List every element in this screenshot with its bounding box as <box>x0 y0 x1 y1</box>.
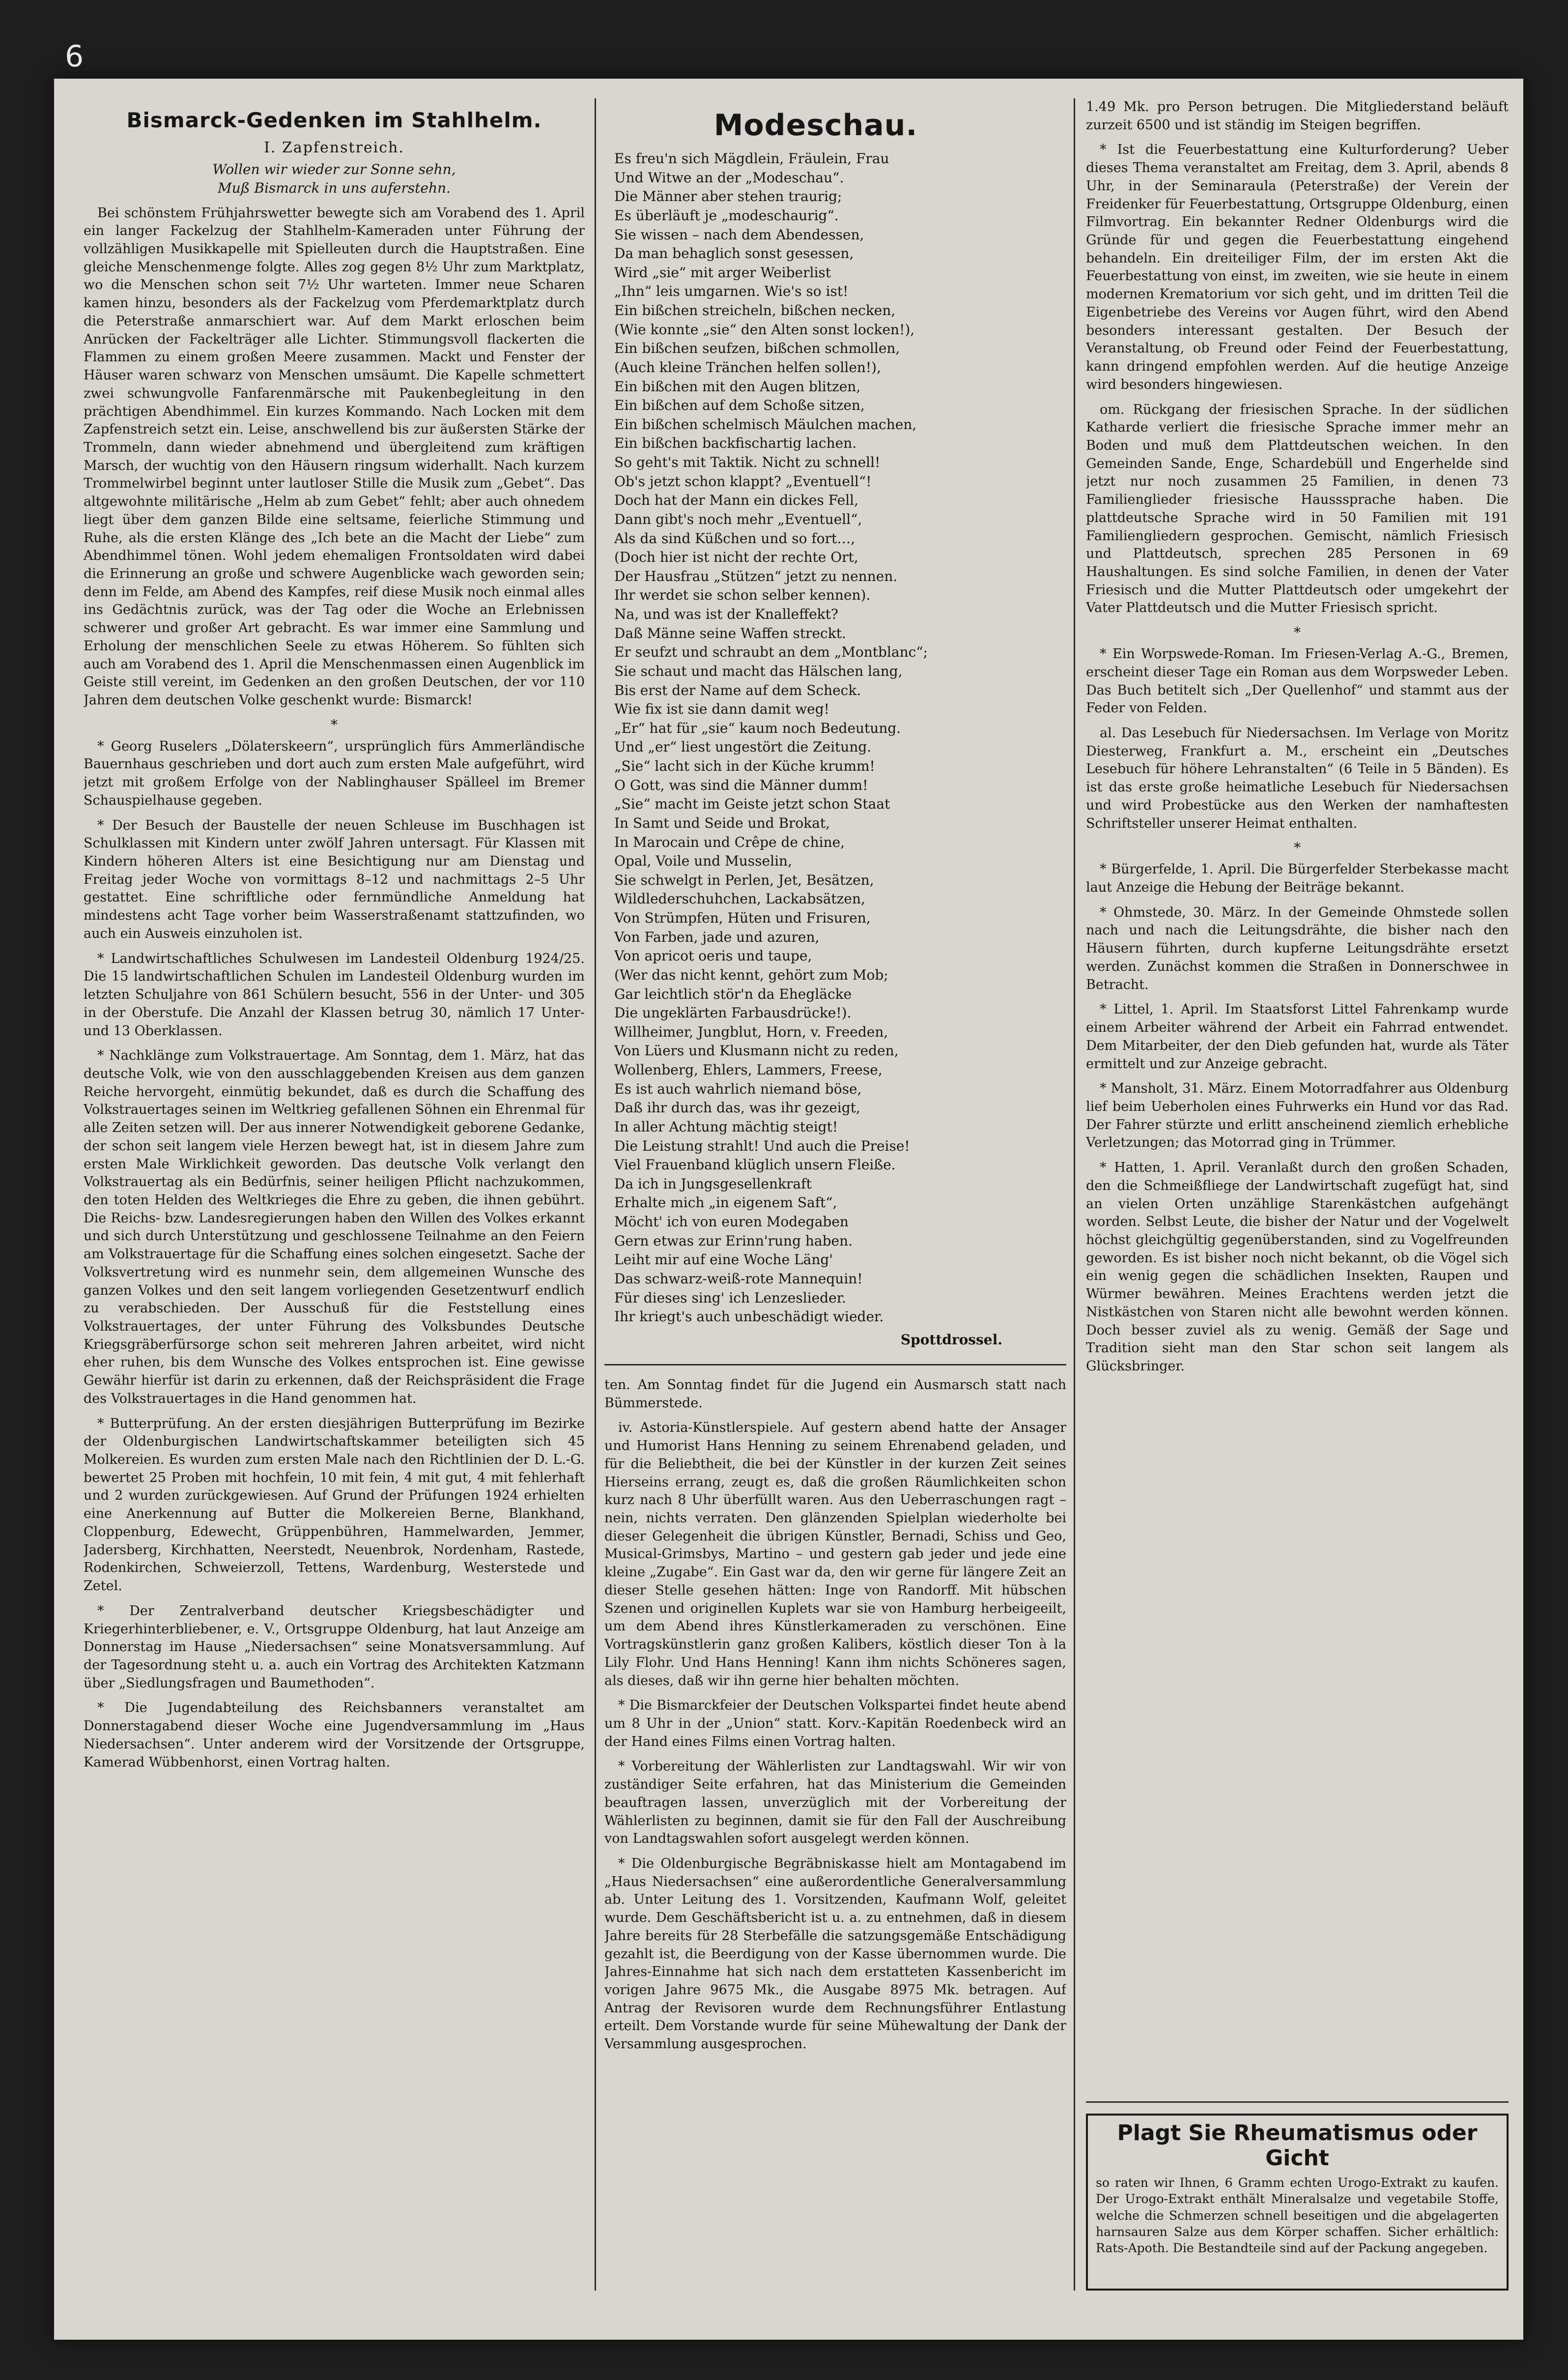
column-rule <box>595 98 596 2291</box>
column-2-poem <box>614 98 1017 1362</box>
news-item: al. Das Lesebuch für Niedersachsen. Im Verlage von Moritz Diesterweg, Frankfurt a. M., erscheint ein „Deutsches Lesebuch für höhere Lehranstalten“ (6 Teile in 5 Bänden). Es ist das erste große heimatliche Lesebuch für Niedersachsen und wird Probestücke aus den Werken der namhaftesten Schriftsteller unserer Heimat enthalten. <box>1086 726 1509 831</box>
news-item: * Ein Worpswede-Roman. Im Friesen-Verlag A.-G., Bremen, erscheint dieser Tage ein Roman aus dem Worpsweder Leben. Das Buch betitelt sich „Der Quellenhof“ und stammt aus der Feder von Felden. <box>1086 646 1509 716</box>
news-item: * Nachklänge zum Volkstrauertage. Am Sonntag, dem 1. März, hat das deutsche Volk, wie von den ausschlaggebenden Kreisen aus dem ganzen Reiche hervorgeht, einmütig bekundet, daß es durch die Schaffung des Volkstrauertages seinen im Weltkrieg gefallenen Söhnen ein Ehrenmal für alle Zeiten setzen will. Der aus innerer Notwendigkeit geborene Gedanke, der schon seit langem viele Herzen bewegt hat, ist in diesem Jahre zum ersten Male Wirklichkeit geworden. Das deutsche Volk verlangt den Volkstrauertag als ein Bedürfnis, seiner heiligen Pflicht nachzukommen, den toten Helden des Weltkrieges die Ehre zu geben, die ihnen gebührt. Die Reichs- bzw. Landesregierungen haben den Willen des Volkes erkannt und sich durch Unterstützung und geschlossene Teilnahme an den Feiern am Volkstrauertage für die Schaffung eines solchen eingesetzt. Sache der Volksvertretung wird es nunmehr sein, dem allgemeinen Wunsche des ganzen Volkes und den seit langem vorliegenden Gesetzentwurf endlich zu verabschieden. Der Ausschuß für die Feststellung eines Volkstrauertages, der unter Führung des Volksbundes Deutsche Kriegsgräberfürsorge schon seit mehreren Jahren arbeitet, wird nicht eher ruhen, bis dem Wunsche des Volkes entsprochen ist. Eine gewisse Gewähr hierfür ist darin zu erkennen, daß der Reichspräsident die Frage des Volkstrauertages in die Hand genommen hat. <box>84 1048 585 1406</box>
article-title: Bismarck-Gedenken im Stahlhelm. <box>126 108 542 132</box>
news-item: * Ist die Feuerbestattung eine Kulturforderung? Ueber dieses Thema veranstaltet am Freitag, dem 3. April, abends 8 Uhr, in der Seminaraula (Peterstraße) der Verein der Freidenker für Feuerbestattung, Ortsgruppe Oldenburg, einen Filmvortrag. Ein bekannter Redner Oldenburgs wird die Gründe für und gegen die Feuerbestattung eingehend behandeln. Ein dreiteiliger Film, der im ersten Akt die Feuerbestattung von einst, im zweiten, wie sie heute in einem modernen Krematorium vor sich geht, und im dritten Teil die Eigenbetriebe des Vereins vor Augen führt, wird den Abend besonders interessant gestalten. Der Besuch der Veranstaltung, ob Freund oder Feind der Feuerbestattung, kann dringend empfohlen werden. Auf die heutige Anzeige wird besonders hingewiesen. <box>1086 142 1509 392</box>
news-item: * Die Bismarckfeier der Deutschen Volkspartei findet heute abend um 8 Uhr in der „Union“ statt. Korv.-Kapitän Roedenbeck wird an der Hand eines Films einen Vortrag halten. <box>604 1698 1066 1749</box>
ad-headline: Plagt Sie Rheumatismus oder Gicht <box>1117 2120 1478 2171</box>
separator-asterisk: * <box>331 716 338 733</box>
poem-text: Es freu'n sich Mägdlein, Fräulein, Frau Und Witwe an der „Modeschau“. Die Männer aber stehen traurig; Es überläuft je „modeschaurig“. Sie wissen – nach dem Abendessen, Da man behaglich sonst gesessen, Wird „sie“ mit arger Weiberlist „Ihn“ leis umgarnen. Wie's so ist! Ein bißchen streicheln, bißchen necken, (Wie konnte „sie“ den Alten sonst locken!), Ein bißchen seufzen, bißchen schmollen, (Auch kleine Tränchen helfen sollen!), Ein bißchen mit den Augen blitzen, Ein bißchen auf dem Schoße sitzen, Ein bißchen schelmisch Mäulchen machen, Ein bißchen backfischartig lachen. So geht's mit Taktik. Nicht zu schnell! Ob's jetzt schon klappt? „Eventuell“! Doch hat der Mann ein dickes Fell, Dann gibt's noch mehr „Eventuell“, Als da sind Küßchen und so fort…, (Doch hier ist nicht der rechte Ort, Der Hausfrau „Stützen“ jetzt zu nennen. Ihr werdet sie schon selber kennen). Na, und was ist der Knalleffekt? Daß Männe seine Waffen streckt. Er seufzt und schraubt an dem „Montblanc“; Sie schaut und macht das Hälschen lang, Bis erst der Name auf dem Scheck. Wie fix ist sie dann damit weg! „Er“ hat für „sie“ kaum noch Bedeutung. Und „er“ liest ungestört die Zeitung. „Sie“ lacht sich in der Küche krumm! O Gott, was sind die Männer dumm! „Sie“ macht im Geiste jetzt schon Staat In Samt und Seide und Brokat, In Marocain und Crêpe de chine, Opal, Voile und Musselin, Sie schwelgt in Perlen, Jet, Besätzen, Wildlederschuhchen, Lackabsätzen, Von Strümpfen, Hüten und Frisuren, Von Farben, jade und azuren, Von apricot oeris und taupe, (Wer das nicht kennt, gehört zum Mob; Gar leichtlich stör'n da Ehegläcke Die ungeklärten Farbausdrücke!). Willheimer, Jungblut, Horn, v. Freeden, Von Lüers und Klusmann nicht zu reden, Wollenberg, Ehlers, Lammers, Freese, Es ist auch wahrlich niemand böse, Daß ihr durch das, was ihr gezeigt, In aller Achtung mächtig steigt! Die Leistung strahlt! Und auch die Preise! Viel Frauenband klüglich unsern Fleiße. Da ich in Jungsgesellenkraft Erhalte mich „in eigenem Saft“, Möcht' ich von euren Modegaben Gern etwas zur Erinn'rung haben. Leiht mir auf eine Woche Läng' Das schwarz-weiß-rote Mannequin! Für dieses sing' ich Lenzeslieder. Ihr kriegt's auch unbeschädigt wieder. <box>614 150 928 1325</box>
news-item: * Landwirtschaftliches Schulwesen im Landesteil Oldenburg 1924/25. Die 15 landwirtschaftlichen Schulen im Landesteil Oldenburg wurden im letzten Schuljahre von 861 Schülern besucht, 556 in der Unter- und 305 in der Oberstufe. Die Anzahl der Klassen betrug 30, nämlich 17 Unter- und 13 Oberklassen. <box>84 951 585 1039</box>
news-item: * Der Zentralverband deutscher Kriegsbeschädigter und Kriegerhinterbliebener, e. V., Ortsgruppe Oldenburg, hat laut Anzeige am Donnerstag im Hause „Niedersachsen“ seine Monatsversammlung. Auf der Tagesordnung steht u. a. auch ein Vortrag des Architekten Katzmann über „Siedlungsfragen und Baumethoden“. <box>84 1603 585 1691</box>
news-item: * Mansholt, 31. März. Einem Motorradfahrer aus Oldenburg lief beim Ueberholen eines Fuhrwerks ein Hund vor das Rad. Der Fahrer stürzte und erlitt anscheinend ziemlich erhebliche Verletzungen; das Motorrad ging in Trümmer. <box>1086 1081 1509 1151</box>
column-rule <box>1074 98 1075 2291</box>
column-2-news <box>604 1376 1066 2291</box>
motto: Wollen wir wieder zur Sonne sehn, Muß Bismarck in uns auferstehn. <box>212 161 456 196</box>
news-item: * Littel, 1. April. Im Staatsforst Littel Fahrenkamp wurde einem Arbeiter während der Arbeit ein Fahrrad entwendet. Dem Mitarbeiter, der den Dieb gefunden hat, wurde als Täter ermittelt und zur Anzeige gebracht. <box>1086 1002 1509 1072</box>
news-item: * Der Besuch der Baustelle der neuen Schleuse im Buschhagen ist Schulklassen mit Kindern unter zwölf Jahren untersagt. Für Klassen mit Kindern höheren Alters ist eine Besichtigung nur am Dienstag und Freitag jeder Woche von vormittags 8–12 und nachmittags 2–5 Uhr gestattet. Eine schriftliche oder fernmündliche Anmeldung hat mindestens acht Tage vorher beim Wasserstraßenamt stattzufinden, wo auch ein Ausweis einzuholen ist. <box>84 817 585 941</box>
news-item: * Butterprüfung. An der ersten diesjährigen Butterprüfung im Bezirke der Oldenburgischen Landwirtschaftskammer beteiligten sich 45 Molkereien. Es wurden zum ersten Male nach den Richtlinien der D. L.-G. bewertet 25 Proben mit hochfein, 10 mit fein, 4 mit gut, 4 mit fehlerhaft und 2 wurden zurückgewiesen. Auf Grund der Prüfungen 1924 erhielten eine Anerkennung auf Butter die Molkereien Berne, Blankhand, Cloppenburg, Edewecht, Grüppenbühren, Hammelwarden, Jemmer, Jadersberg, Kirchhatten, Neerstedt, Neuenbrok, Nordenham, Rastede, Rodenkirchen, Schweierzoll, Tettens, Wardenburg, Westerstede und Zetel. <box>84 1416 585 1594</box>
news-item: ten. Am Sonntag findet für die Jugend ein Ausmarsch statt nach Bümmerstede. <box>604 1377 1066 1411</box>
page-number: 6 <box>65 39 84 74</box>
column-3 <box>1086 98 1509 2094</box>
news-item: iv. Astoria-Künstlerspiele. Auf gestern abend hatte der Ansager und Humorist Hans Henning zu seinem Ehrenabend geladen, und für die Beliebtheit, die bei der Künstler in der kurzen Zeit seines Hierseins errang, zeugt es, daß die großen Räumlichkeiten schon kurz nach 8 Uhr überfüllt waren. Aus den Ueberraschungen ragt – nein, nichts verraten. Den glänzenden Spielplan wiederholte bei dieser Gelegenheit die übrigen Künstler, Bernadi, Schiss und Geo, Musical-Grimsbys, Martino – und gestern gab jeder und jede eine kleine „Zugabe“. Ein Gast war da, den wir gerne für längere Zeit an dieser Stelle gesehen hätten: Inge von Randorff. Mit hübschen Szenen und originellen Kuplets war sie von Hamburg herbeigeeilt, um dem Abend ihres Künstlerkameraden zu verschönen. Eine Vortragskünstlerin ganz großen Kalibers, köstlich dieser Ton à la Lily Flohr. Und Hans Henning! Kann ihm nichts Schöneres sagen, als dieses, daß wir ihn gerne hier behalten möchten. <box>604 1420 1066 1688</box>
news-item: * Ohmstede, 30. März. In der Gemeinde Ohmstede sollen nach und nach die Leitungsdrähte, die bisher nach den Häusern führten, durch kupferne Leitungsdrähte ersetzt werden. Zunächst kommen die Straßen in Donnerschwee in Betracht. <box>1086 904 1509 992</box>
news-item: * Die Jugendabteilung des Reichsbanners veranstaltet am Donnerstagabend dieser Woche eine Jugendversammlung im „Haus Niedersachsen“. Unter anderem wird der Vorsitzende der Ortsgruppe, Kamerad Wübbenhorst, einen Vortrag halten. <box>84 1700 585 1770</box>
ad-body: so raten wir Ihnen, 6 Gramm echten Urogo-Extrakt zu kaufen. Der Urogo-Extrakt enthält Mineralsalze und vegetabile Stoffe, welche die Schmerzen schnell beseitigen und die abgelagerten harnsauren Salze aus dem Körper schaffen. Sicher erhältlich: Rats-Apoth. Die Bestandteile sind auf der Packung angegeben. <box>1096 2176 1499 2255</box>
poem-signature: Spottdrossel. <box>900 1331 1002 1348</box>
article-paragraph: Bei schönstem Frühjahrswetter bewegte sich am Vorabend des 1. April ein langer Fackelzug der Stahlhelm-Kameraden unter Führung der vollzähligen Musikkapelle mit Spielleuten durch die Hauptstraßen. Eine gleiche Menschenmenge folgte. Alles zog gegen 8½ Uhr zum Marktplatz, wo die Menschen schon seit 7½ Uhr warteten. Immer neue Scharen kamen hinzu, besonders als der Fackelzug vom Pferdemarktplatz durch die Peterstraße anmarschiert war. Auf dem Markt erloschen beim Anrücken der Fackelträger alle Lichter. Stimmungsvoll flackerten die Flammen zu einem großen Meere zusammen. Mackt und Fenster der Häuser waren schwarz von Menschen umsäumt. Die Kapelle schmettert zwei schwungvolle Fanfarenmärsche mit Paukenbegleitung in den prächtigen Abendhimmel. Ein kurzes Kommando. Nach Locken mit dem Zapfenstreich setzt ein. Leise, anschwellend bis zur äußersten Stärke der Trommeln, dann wieder abnehmend und übergleitend zum kräftigen Marsch, der wuchtig von den Häusern ringsum widerhallt. Nach kurzem Trommelwirbel beginnt unter lautloser Stille die Musik zum „Gebet“. Das altgewohnte militärische „Helm ab zum Gebet“ fehlt; aber auch ohnedem liegt über dem ganzen Bilde eine seltsame, feierliche Stimmung und Ruhe, als die ersten Klänge des „Ich bete an die Macht der Liebe“ zum Abendhimmel tönen. Wohl jedem ehemaligen Frontsoldaten wird dabei die Erinnerung an große und schwere Augenblicke wach geworden sein; denn im Felde, am Abend des Kampfes, reif diese Musik noch einmal alles ins Gedächtnis zurück, was der Tag oder die Woche an Erlebnissen schwerer und großer Art gebracht. Es war immer eine Sammlung und Erholung der menschlichen Seele zu etwas Höherem. So fühlten sich auch am Vorabend des 1. April die Menschenmassen einen Augenblick im Geiste still vereint, im Gedenken an den großen Deutschen, der vor 110 Jahren dem deutschen Volke geschenkt wurde: Bismarck! <box>84 205 585 708</box>
news-item: * Die Oldenburgische Begräbniskasse hielt am Montagabend im „Haus Niedersachsen“ eine außerordentliche Generalversammlung ab. Unter Leitung des 1. Vorsitzenden, Kaufmann Wolf, geleitet wurde. Dem Geschäftsbericht ist u. a. zu entnehmen, daß in diesem Jahre bereits für 28 Sterbefälle die satzungsgemäße Entschädigung gezahlt ist, die Beerdigung von der Kasse übernommen wurde. Die Jahres-Einnahme hat sich nach dem erstatteten Kassenbericht im vorigen Jahre 9675 Mk., die Ausgabe 8975 Mk. betragen. Auf Antrag der Revisoren wurde dem Rechnungsführer Entlastung erteilt. Dem Vorstande wurde für seine Mühewaltung der Dank der Versammlung ausgesprochen. <box>604 1856 1066 2052</box>
section-rule <box>1086 2101 1509 2103</box>
article-subtitle: I. Zapfenstreich. <box>264 139 404 156</box>
separator-asterisk: * <box>1294 840 1301 856</box>
news-item: * Hatten, 1. April. Veranlaßt durch den großen Schaden, den die Schmeißfliege der Landwirtschaft zugefügt hat, sind an vielen Orten unzählige Starenkästchen aufgehängt worden. Selbst Leute, die bisher der Natur und der Vogelwelt höchst gleichgültig gegenüberstanden, sind zu Vogelfreunden geworden. Es ist bisher noch nicht bekannt, ob die Vögel sich ein wenig gegen die schädlichen Insekten, Raupen und Würmer bewähren. Meines Erachtens werden jetzt die Nistkästchen von Staren nicht alle bewohnt werden können. Doch besser zuviel als zu wenig. Gemäß der Sage und Tradition sieht man den Star schon seit langem als Glücksbringer. <box>1086 1160 1509 1374</box>
separator-asterisk: * <box>1294 624 1301 641</box>
news-item: * Bürgerfelde, 1. April. Die Bürgerfelder Sterbekasse macht laut Anzeige die Hebung der Beiträge bekannt. <box>1086 862 1509 896</box>
column-1 <box>84 98 585 2291</box>
poem-title: Modeschau. <box>713 108 918 143</box>
news-item: 1.49 Mk. pro Person betrugen. Die Mitgliederstand beläuft zurzeit 6500 und ist ständig im Steigen begriffen. <box>1086 99 1509 133</box>
section-rule <box>604 1364 1066 1365</box>
news-item: * Vorbereitung der Wählerlisten zur Landtagswahl. Wir wir von zuständiger Seite erfahren, hat das Ministerium die Gemeinden beauftragen lassen, unverzüglich mit der Vorbereitung der Wählerlisten zu beginnen, damit sie für den Fall der Auschreibung von Landtagswahlen sofort ausgelegt werden können. <box>604 1759 1066 1847</box>
news-item: * Georg Ruselers „Dölaterskeern“, ursprünglich fürs Ammerländische Bauernhaus geschrieben und dort auch zum ersten Male aufgeführt, wird jetzt mit großem Erfolge von der Nablinghauser Spälleel im Bremer Schauspielhause gegeben. <box>84 738 585 808</box>
newspaper-page <box>54 39 1523 2340</box>
news-item: om. Rückgang der friesischen Sprache. In der südlichen Katharde verliert die friesische Sprache immer mehr an Boden und muß dem Plattdeutschen weichen. In den Gemeinden Sande, Enge, Schardebüll und Engerhelde sind jetzt nur noch zusammen 25 Familien, in denen 73 Familienglieder friesische Hausssprache haben. Die plattdeutsche Sprache wird in 50 Familien mit 191 Familiengliedern gesprochen. Gemischt, nämlich Friesisch und Plattdeutsch, sprechen 285 Personen in 69 Haushaltungen. Es sind solche Familien, in denen der Vater Friesisch und die Mutter Plattdeutsch oder umgekehrt der Vater Plattdeutsch und die Mutter Friesisch spricht. <box>1086 402 1509 616</box>
advertisement-box <box>1086 2114 1509 2291</box>
